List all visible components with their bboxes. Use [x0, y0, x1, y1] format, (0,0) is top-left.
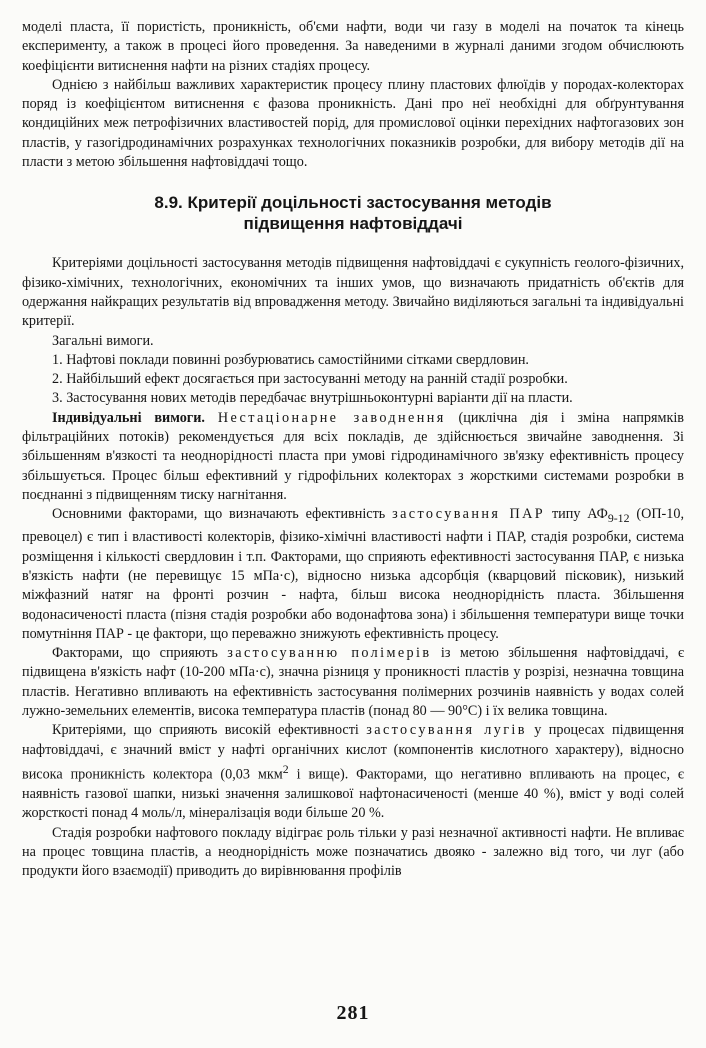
nonstationary-flooding-term: Нестаціонарне заводнення — [217, 409, 446, 426]
surfactants-subscript: 9-12 — [607, 511, 630, 526]
surfactants-intro: Основними факторами, що визначають ефективність — [52, 506, 386, 523]
polymers-intro: Факторами, що сприяють — [52, 645, 218, 662]
paragraph-individual-requirements — [22, 409, 684, 505]
paragraph-criteria-definition: Критеріями доцільності застосування методів підвищення нафтовіддачі є сукупність геолого-фізичних, фізико-хімічних, технологічних, економічних та інших умов, що визначають придатність об'єктів для одержання найкращих результатів від впровадження методу. Звичайно виділяються загальні та індивідуальні критерії. — [22, 255, 684, 330]
requirement-3: 3. Застосування нових методів передбачає внутрішньоконтурні варіанти дії на пласти. — [52, 390, 573, 407]
general-requirements-title: Загальні вимоги. — [52, 332, 154, 349]
paragraph-alkali — [22, 721, 684, 823]
section-heading-line-2: підвищення нафтовіддачі — [243, 214, 463, 234]
paragraph-development-stage: Стадія розробки нафтового покладу відіграє роль тільки у разі незначної активності нафти. Не впливає на процес товщина пластів, а неоднорідність може позначатись двояко - залежно від того, чи луг (або продукти його взаємодії) приводить до вирівнювання профілів — [22, 824, 684, 880]
surfactants-term: застосування ПАР — [392, 506, 546, 523]
alkali-text-part-1: у процесах підвищення нафтовіддачі, є значний вміст у нафті органічних кислот (компонентів кислотного характеру), відносно висока проникність колектора (0,03 мкм — [22, 722, 685, 783]
requirement-1: 1. Нафтові поклади повинні розбурюватись самостійними сітками свердловин. — [52, 351, 529, 368]
alkali-text-part-2: і вище). Факторами, що негативно впливають на процес, є наявність газової шапки, низькі значення залишкової нафтонасиченості (менше 40 %), вміст у воді солей жорсткості понад 4 моль/л, мінералізація води більше 20 %. — [22, 766, 685, 822]
paragraph-phase-permeability: Однією з найбільш важливих характеристик процесу плину пластових флюїдів у породах-колекторах поряд із коефіцієнтом витиснення є фазова проникність. Дані про неї необхідні для обґрунтування кондиційних меж петрофізичних властивостей порід, для промислової оцінки перехідних нафтогазових зон пластів, у газогідродинамічних розрахунках технологічних показників розробки, для вибору методів дії на пласти з метою збільшення нафтовіддачі тощо. — [22, 76, 684, 171]
section-heading-line-1: 8.9. Критерії доцільності застосування методів — [154, 193, 552, 213]
alkali-term: застосування лугів — [366, 722, 527, 739]
surfactants-text: (ОП-10, превоцел) є тип і властивості колекторів, фізико-хімічні властивості нафти і ПАР, стадія розробки, система розміщення і кількості свердловин і т.п. Факторами, що сприяють ефективності застосування ПАР, є низька в'язкість нафти (не перевищує 15 мПа·с), відносно низька адсорбція (кварцовий пісковик), низький міжфазний натяг на фронті розчин - нафта, більш висока неоднорідність пласта. Збільшення водонасиченості пласта (пізня стадія розробки або водонафтова зона) і збільшення температури вище точки помутніння ПАР - це фактори, що переважно знижують ефективність процесу. — [22, 506, 685, 642]
requirement-2: 2. Найбільший ефект досягається при застосуванні методу на ранній стадії розробки. — [52, 371, 568, 388]
section-heading — [22, 192, 684, 234]
surfactants-type: типу АФ — [551, 506, 608, 523]
alkali-intro: Критеріями, що сприяють високій ефективності — [52, 722, 359, 739]
paragraph-intro-continuation: моделі пласта, її пористість, проникність, об'єми нафти, води чи газу в моделі на початок та кінець експерименту, а також в процесі його проведення. За наведеними в журналі даними згодом обчислюють коефіцієнти витиснення нафти на різних стадіях процесу. — [22, 19, 684, 74]
paragraph-polymers — [22, 644, 684, 721]
polymers-term: застосуванню полімерів — [227, 645, 432, 662]
alkali-superscript: 2 — [282, 761, 289, 776]
paragraph-surfactants — [22, 505, 684, 644]
page-number: 281 — [336, 1002, 370, 1024]
individual-requirements-title: Індивідуальні вимоги. — [52, 409, 205, 426]
polymers-text: із метою збільшення нафтовіддачі, є підвищена в'язкість нафт (10-200 мПа·с), значна різниця у проникності пластів у розрізі, незначна товщина пластів. Негативно впливають на ефективність застосування полімерних розчинів наявність у водах солей лужно-земельних елементів, висока температура пластів (понад 80 — 90°С) і їх велика товщина. — [22, 645, 685, 720]
paragraph-individual-text: (циклічна дія і зміна напрямків фільтраційних потоків) рекомендується для всіх покладів, де здійснюється звичайне заводнення. Зі збільшенням в'язкості та неоднорідності пласта при умові гідродинамічного зв'язку ефективність процесу збільшується. Процес більш ефективний у гідрофільних колекторах з жорсткими системами розробки в поєднанні з підвищенням тиску нагнітання. — [22, 409, 685, 503]
